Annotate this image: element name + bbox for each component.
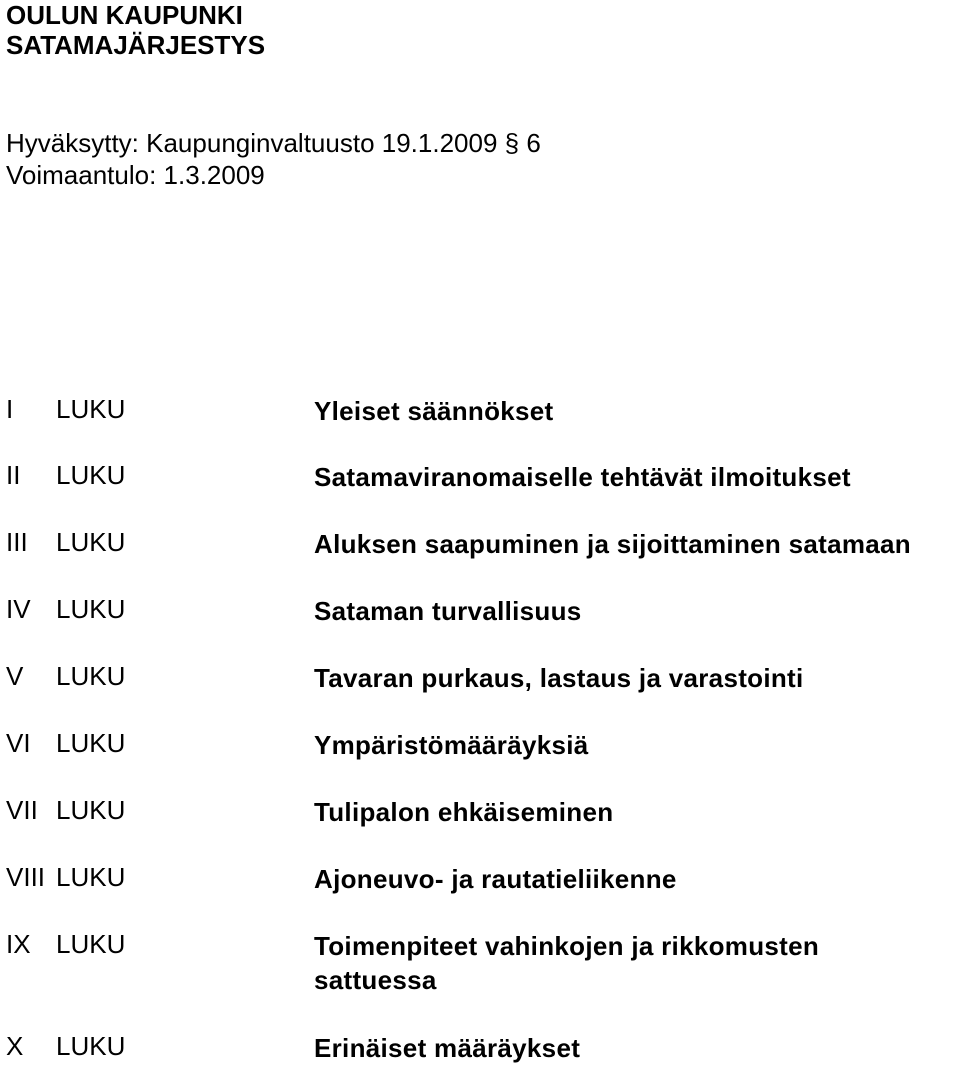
chapter-roman: IX <box>6 929 31 959</box>
chapter-topic: Tulipalon ehkäiseminen <box>314 797 614 827</box>
chapter-roman: X <box>6 1031 24 1061</box>
chapter-number <box>6 527 126 557</box>
chapter-topic: Ajoneuvo- ja rautatieliikenne <box>314 864 677 894</box>
chapter-label: LUKU <box>56 795 126 825</box>
chapter-label: LUKU <box>56 594 126 624</box>
chapter-topic: Yleiset säännökset <box>314 396 554 426</box>
chapter-label: LUKU <box>56 1031 126 1061</box>
chapter-topic: Ympäristömääräyksiä <box>314 730 589 760</box>
chapter-number <box>6 394 126 424</box>
chapter-number <box>6 661 126 691</box>
document-title-regulation: SATAMAJÄRJESTYS <box>6 30 266 60</box>
chapter-roman: III <box>6 527 28 557</box>
chapter-number <box>6 862 126 892</box>
chapter-roman: I <box>6 394 14 424</box>
effective-date-line: Voimaantulo: 1.3.2009 <box>6 160 265 190</box>
chapter-topic: Aluksen saapuminen ja sijoittaminen satamaan <box>314 529 911 559</box>
chapter-topic: Sataman turvallisuus <box>314 596 582 626</box>
chapter-label: LUKU <box>56 460 126 490</box>
chapter-number <box>6 460 126 490</box>
chapter-label: LUKU <box>56 929 126 959</box>
chapter-roman: II <box>6 460 21 490</box>
chapter-topic: Erinäiset määräykset <box>314 1033 581 1063</box>
document-title-city: OULUN KAUPUNKI <box>6 0 243 30</box>
chapter-label: LUKU <box>56 862 126 892</box>
chapter-roman: VII <box>6 795 38 825</box>
chapter-number <box>6 728 126 758</box>
chapter-number <box>6 929 126 959</box>
chapter-roman: VI <box>6 728 31 758</box>
chapter-roman: IV <box>6 594 31 624</box>
chapter-label: LUKU <box>56 527 126 557</box>
chapter-roman: VIII <box>6 862 46 892</box>
chapter-topic: Toimenpiteet vahinkojen ja rikkomusten sattuessa <box>314 931 820 995</box>
approval-line: Hyväksytty: Kaupunginvaltuusto 19.1.2009 § 6 <box>6 128 541 158</box>
chapter-label: LUKU <box>56 394 126 424</box>
chapter-topic: Tavaran purkaus, lastaus ja varastointi <box>314 663 804 693</box>
chapter-topic: Satamaviranomaiselle tehtävät ilmoitukset <box>314 462 851 492</box>
chapter-number <box>6 795 126 825</box>
chapter-number <box>6 594 126 624</box>
chapter-label: LUKU <box>56 728 126 758</box>
chapter-roman: V <box>6 661 24 691</box>
chapter-label: LUKU <box>56 661 126 691</box>
chapter-number <box>6 1031 126 1061</box>
